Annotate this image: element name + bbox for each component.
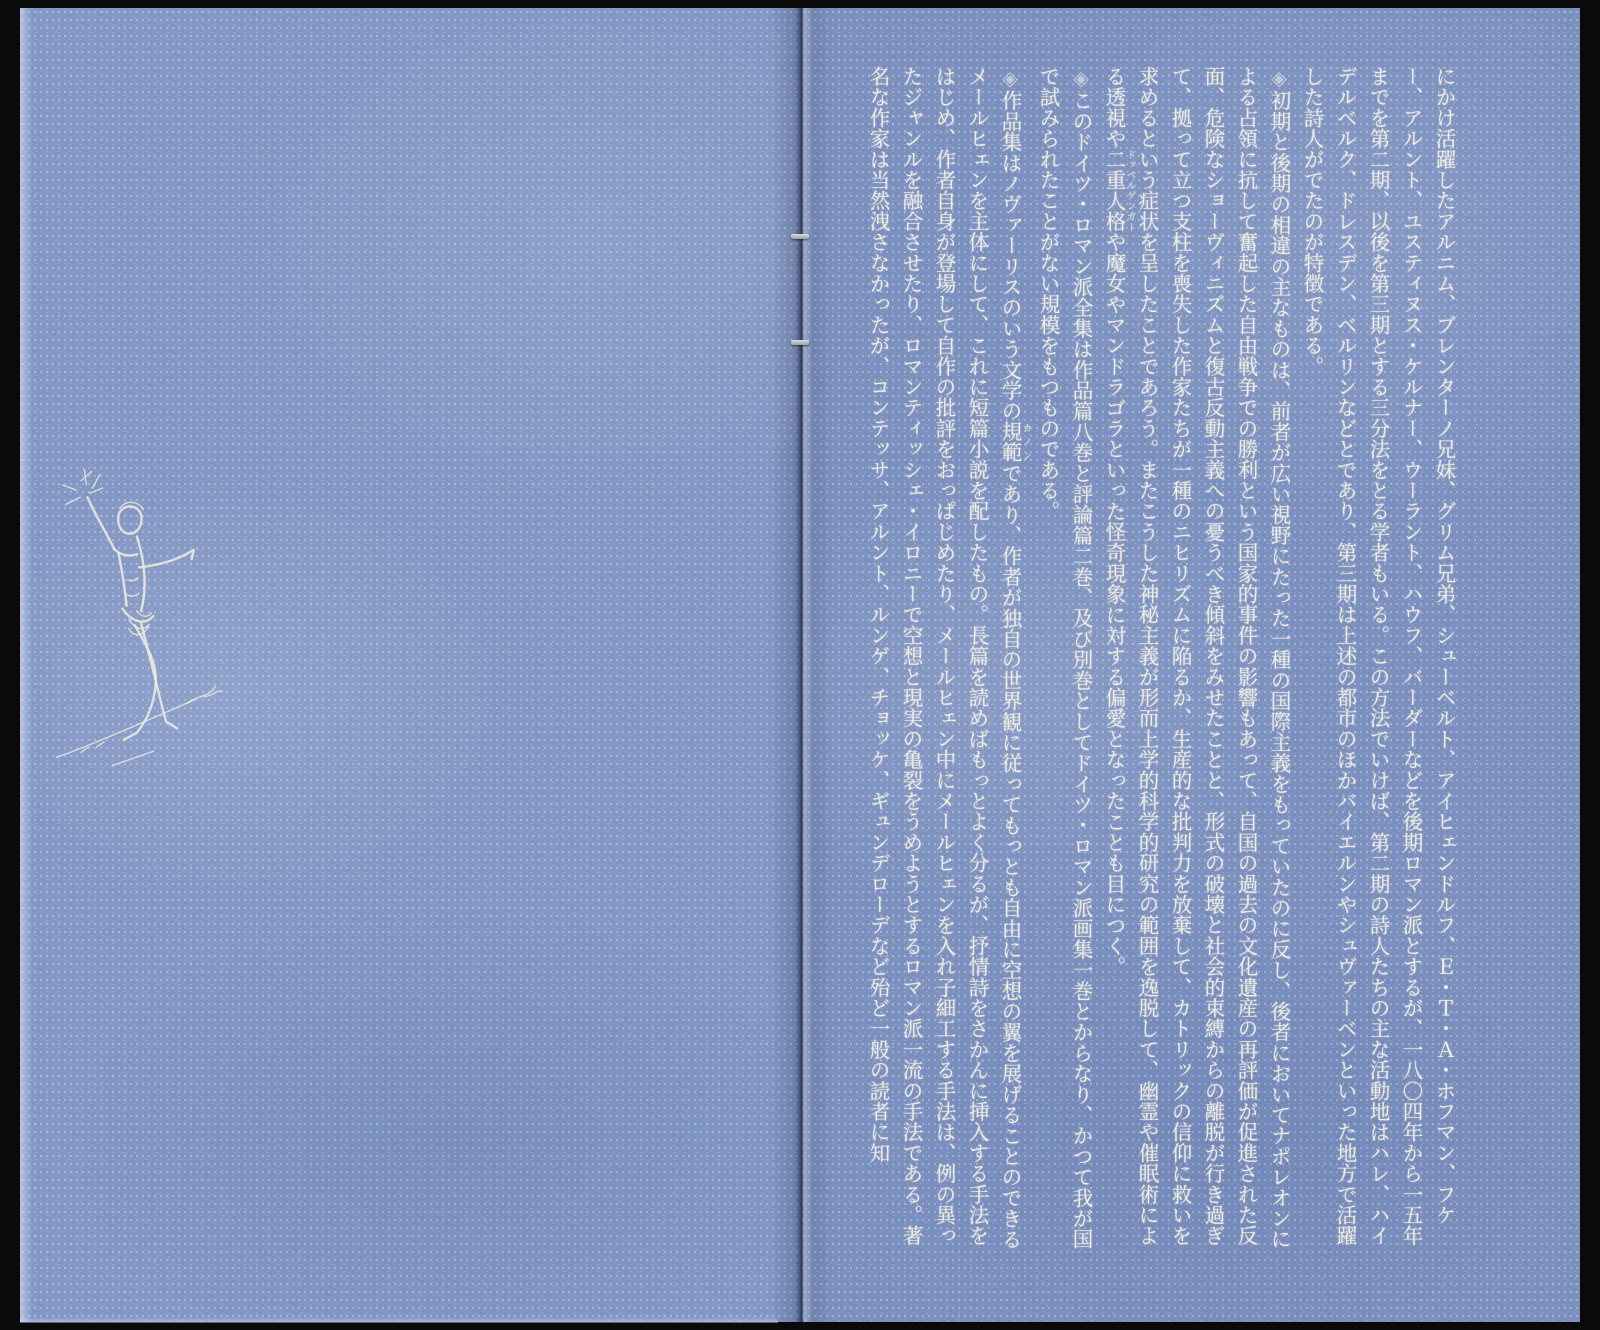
paragraph: ◈作品集はノヴァーリスのいう文学の規範カノンであり、作者が独自の世界観に従ってもっとも自由に空想の翼を展げることのできるメールヒェンを主体にして、これに短篇小説を配したもの。長篇を読めばもっとよく分るが、抒情詩をさかんに挿入する手法をはじめ、作者自身が登場して自作の批評をおっぱじめたり、メールヒェン中にメールヒェンを入れ子細工する手法は、例の異ったジャンルを融合させたり、ロマンティッシェ・イロニーで空想と現実の亀裂をうめようとするロマン派一流の手法である。著名な作家は当然洩さなかったが、コンテッサ、アルント、ルンゲ、チョッケ、ギュンデローデなど殆ど一般の読者に知 xyxy=(866,66,1032,1250)
section-marker-icon: ◈ xyxy=(998,66,1022,91)
staple-bottom xyxy=(791,340,809,345)
ruby-annotated-word: 二重人格ドッペルゲンガー xyxy=(1102,148,1136,232)
staple-top xyxy=(791,234,809,239)
left-page xyxy=(20,8,800,1322)
paragraph: ◈このドイツ・ロマン派全集は作品篇八巻と評論篇二巻、及び別巻としてドイツ・ロマン派画集一巻とからなり、かつて我が国で試みられたことがない規模をもつものである。 xyxy=(1036,66,1093,1250)
section-marker-icon: ◈ xyxy=(1267,66,1291,91)
page-bottom-edge xyxy=(20,1317,778,1323)
section-marker-icon: ◈ xyxy=(1069,66,1093,91)
striding-figure-icon xyxy=(48,456,228,776)
right-page-text xyxy=(854,66,1460,1266)
paragraph: にかけ活躍したアルニム、ブレンターノ兄妹、グリム兄弟、シューベルト、アイヒェンドルフ、Ｅ・Ｔ・Ａ・ホフマン、フケー、アルント、ユスティヌス・ケルナー、ウーラント、ハウフ、バーダーなどを後期ロマン派とするが、一八〇四年から一五年までを第二期、以後を第三期とする三分法をとる学者もいる。この方法でいけば、第二期の詩人たちの主な活動地はハレ、ハイデルベルク、ドレスデン、ベルリンなどとであり、第三期は上述の都市のほかバイエルンやシュヴァーベンといった地方で活躍した詩人がでたのが特徴である。 xyxy=(1300,66,1456,1246)
page-edge-highlight xyxy=(20,8,33,1322)
paragraph: ◈初期と後期の相違の主なものは、前者が広い視野にたった一種の国際主義をもっていたのに反し、後者においてナポレオンによる占領に抗して奮起した自由戦争での勝利という国家的事件の影響もあって、自国の過去の文化遺産の再評価が促進された反面、危険なショーヴィニズムと復古反動主義への憂うべき傾斜をみせたことと、形式の破壊と社会的束縛からの離脱が行き過ぎて、拠って立つ支柱を喪失した作家たちが一種のニヒリズムに陥るか、生産的な批判力を放棄して、カトリックの信仰に救いを求めるという症状を呈したことであろう。またこうした神秘主義が形而上学的科学的研究の範囲を逸脱して、幽霊や催眠術による透視や二重人格ドッペルゲンガーや魔女やマンドラゴラといった怪奇現象に対する偏愛となったことも目につく。 xyxy=(1102,66,1291,1250)
figure-sketch-illustration xyxy=(48,456,228,776)
ruby-annotated-word: 規範カノン xyxy=(998,421,1032,463)
right-page xyxy=(800,8,1580,1322)
